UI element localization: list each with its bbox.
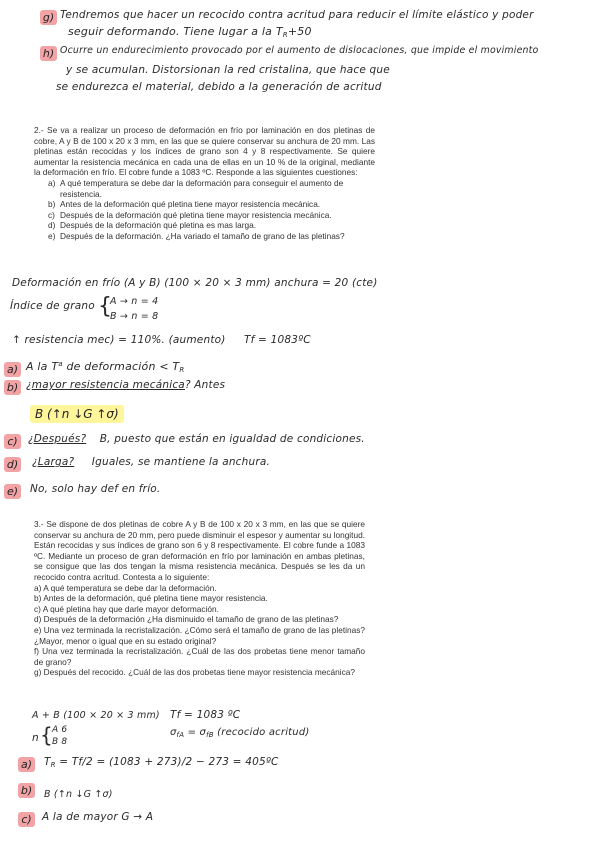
note-p2-grain-a: A → n = 4 [110, 296, 159, 307]
sigma-note: (recocido acritud) [217, 727, 310, 738]
note-p2-answer-b [26, 379, 225, 391]
answer-badge-p3-c: c) [18, 812, 35, 827]
problem2-question-list [34, 178, 375, 242]
note-p3-n-b: B 8 [52, 737, 68, 747]
answer-d-question: ¿Larga? [32, 456, 75, 468]
note-p2-answer-d [32, 456, 270, 468]
question-text: A qué temperatura se debe dar la deformación para conseguir el aumento de resistencia. [60, 177, 344, 199]
answer-badge-c: c) [4, 434, 21, 449]
note-p3-brace: { [40, 723, 53, 747]
question-letter: a) [48, 177, 56, 188]
question-text: Antes de la deformación qué pletina tiene mayor resistencia mecánica. [60, 199, 321, 210]
note-p3-answer-c: A la de mayor G → A [42, 811, 154, 823]
note-p2-melting: Tf = 1083ºC [244, 334, 311, 346]
answer-a-sup: a [58, 360, 63, 368]
problem3-question: c) A qué pletina hay que darle mayor deformación. [34, 603, 219, 614]
note-p2-brace: { [98, 294, 113, 319]
problem3-question: d) Después de la deformación ¿Ha disminuido el tamaño de grano de las pletinas? [34, 614, 339, 625]
answer-b-underlined: mayor resistencia mecánica [31, 379, 185, 391]
note-h-line3: se endurezca el material, debido a la generación de acritud [56, 81, 382, 93]
answer-badge-h: h) [40, 46, 57, 61]
answer-a-eq: = Tf/2 = (1083 + 273)/2 − 273 = 405ºC [59, 756, 279, 768]
problem3-block [34, 519, 365, 678]
note-p3-melting: Tf = 1083 ºC [170, 709, 241, 721]
question-letter: e) [48, 230, 56, 241]
note-h-line2: y se acumulan. Distorsionan la red cristalina, que hace que [66, 64, 390, 76]
answer-a-sub: R [179, 366, 185, 374]
note-p3-answer-b: B (↑n ↓G ↑σ) [44, 789, 113, 800]
note-g-line1: Tendremos que hacer un recocido contra acritud para reducir el límite elástico y poder [60, 9, 534, 21]
highlight-b-answer: B (↑n ↓G ↑σ) [30, 405, 124, 423]
note-p3-plates: A + B (100 × 20 × 3 mm) [32, 710, 160, 721]
note-p2-answer-e: No, solo hay def en frío. [30, 483, 161, 495]
note-h-line1: Ocurre un endurecimiento provocado por el aumento de dislocaciones, que impide el movimiento [60, 45, 539, 56]
problem2-block [34, 125, 375, 242]
answer-badge-e: e) [4, 484, 21, 499]
problem3-question: e) Una vez terminada la recristalización. ¿Cómo será el tamaño de grano de las pletinas? ¿Mayor, menor o igual que en su estado original? [34, 624, 365, 646]
note-g-line2-end: +50 [287, 25, 312, 38]
question-letter: d) [48, 220, 56, 231]
note-g-line2-text: seguir deformando. Tiene lugar a la T [68, 25, 283, 38]
note-p2-grain-b: B → n = 8 [110, 311, 159, 322]
problem2-question [48, 199, 375, 210]
answer-badge-b: b) [4, 380, 21, 395]
answer-b-rest: ? Antes [184, 379, 226, 391]
answer-badge-p3-a: a) [18, 757, 35, 772]
problem2-question [48, 231, 375, 242]
note-p2-answer-a [26, 360, 184, 374]
note-g-line2 [68, 25, 312, 39]
sigma-sub-b: fB [206, 731, 214, 739]
answer-badge-d: d) [4, 457, 21, 472]
note-p2-grain-label: Índice de grano [10, 300, 95, 312]
answer-a-text2: de deformación < T [66, 360, 180, 373]
note-p2-deformation: Deformación en frío (A y B) (100 × 20 × 3 mm) anchura = 20 (cte) [12, 277, 378, 289]
answer-c-question: ¿Después? [28, 433, 87, 445]
note-g-line2-sub: R [282, 31, 288, 39]
sigma-equals: = σ [187, 727, 207, 738]
note-p3-answer-a [44, 756, 279, 769]
problem3-question: a) A qué temperatura se debe dar la deformación. [34, 582, 217, 593]
note-p2-resistance: ↑ resistencia mec) = 110%. (aumento) [12, 334, 226, 346]
problem2-question [48, 220, 375, 231]
note-p3-sigma [170, 727, 309, 739]
problem3-statement: 3.- Se dispone de dos pletinas de cobre A y B de 100 x 20 x 3 mm, en las que se quiere conservar su anchura de 20 mm, pero puede disminuir el espesor y aumentar su longitud. Están recocidas y sus índices de grano son 6 y 8 respectivamente. El cobre funde a 1083 ºC. Mediante un proceso de gran deformación en frío por laminación en ambas pletinas, se consigue que las dos tengan la misma resistencia mecánica. Después se les da un recocido contra acritud. Contesta a lo siguiente: [34, 519, 365, 582]
question-text: Después de la deformación qué pletina es mas larga. [60, 220, 257, 231]
problem3-question: b) Antes de la deformación, qué pletina tiene mayor resistencia. [34, 593, 268, 604]
answer-a-t: T [44, 756, 51, 768]
answer-a-text: A la T [26, 360, 59, 373]
answer-badge-a: a) [4, 362, 21, 377]
answer-badge-g: g) [40, 10, 57, 25]
problem3-question: g) Después del recocido. ¿Cuál de las dos probetas tiene mayor resistencia mecánica? [34, 667, 355, 678]
problem2-question [48, 178, 375, 199]
problem2-statement: 2.- Se va a realizar un proceso de deformación en frío por laminación en dos pletinas de cobre, A y B de 100 x 20 x 3 mm, en las que se quiere conservar su anchura de 20 mm. Las pletinas están recocidas y los índices de grano son 4 y 8 respectivamente. Se quiere aumentar la resistencia mecánica en cada una de ellas en un 10 % de la original, mediante la deformación en frío. El cobre funde a 1083 ºC. Responde a las siguientes cuestiones: [34, 125, 375, 178]
answer-c-text: B, puesto que están en igualdad de condiciones. [99, 433, 365, 445]
note-p2-answer-c [28, 433, 365, 445]
question-letter: c) [48, 209, 55, 220]
answer-d-text: Iguales, se mantiene la anchura. [91, 456, 271, 468]
problem2-question [48, 210, 375, 221]
note-p3-n-label: n [32, 732, 39, 744]
sigma-symbol: σ [170, 727, 177, 738]
answer-a-t-sub: R [50, 761, 56, 769]
question-text: Después de la deformación. ¿Ha variado el tamaño de grano de las pletinas? [60, 230, 345, 241]
question-letter: b) [48, 199, 56, 210]
problem3-question: f) Una vez terminada la recristalización. ¿Cuál de las dos probetas tiene menor tamaño de grano? [34, 646, 365, 667]
sigma-sub-a: fA [176, 731, 185, 739]
note-p3-n-a: A 6 [52, 725, 68, 735]
question-text: Después de la deformación qué pletina tiene mayor resistencia mecánica. [60, 209, 332, 220]
answer-badge-p3-b: b) [18, 783, 35, 798]
answer-b-open: ¿ [26, 379, 32, 391]
